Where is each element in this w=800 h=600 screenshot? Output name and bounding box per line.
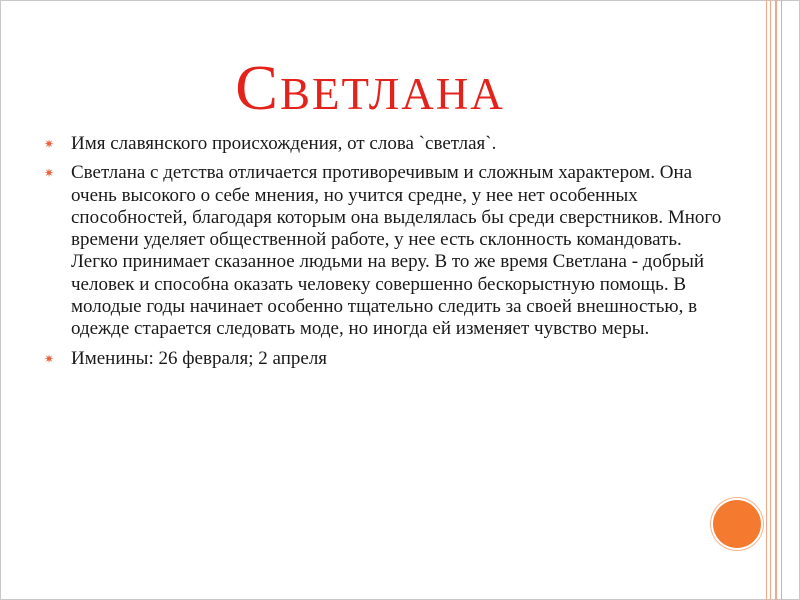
bullet-text: Светлана с детства отличается противоречивым и сложным характером. Она очень высокого о себе мнения, но учится средне, у нее нет особенных способностей, благодаря которым она выделялась бы среди сверстников. Много времени уделяет общественной работе, у нее есть склонность командовать. Легко принимает сказанное людьми на веру. В то же время Светлана - добрый человек и способна оказать человеку совершенно бескорыстную помощь. В молодые годы начинает особенно тщательно следить за своей внешностью, в одежде старается следовать моде, но иногда ей изменяет чувство меры.: [71, 162, 722, 340]
bullet-item-character: [44, 162, 724, 340]
bullet-item-nameday: [44, 348, 724, 370]
bullet-text: Имя славянского происхождения, от слова `светлая`.: [71, 133, 497, 154]
decorative-stripes: [766, 0, 786, 600]
slide-title: Светлана: [235, 52, 505, 123]
bullet-list: [44, 133, 724, 377]
bullet-marker-icon: ✷: [44, 351, 55, 366]
bullet-text: Именины: 26 февраля; 2 апреля: [71, 347, 328, 369]
bullet-item-origin: [44, 133, 724, 155]
decorative-circle-icon: [713, 500, 761, 548]
bullet-marker-icon: ✷: [44, 166, 55, 181]
bullet-marker-icon: ✷: [44, 137, 55, 151]
